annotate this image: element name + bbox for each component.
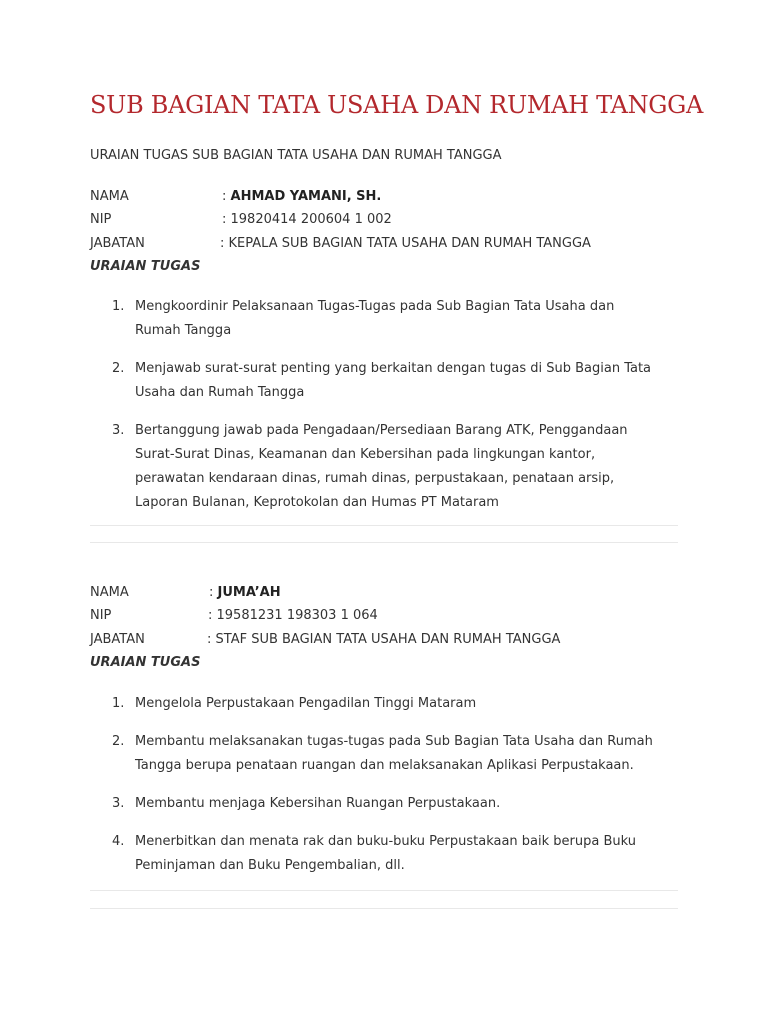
nama-value: : AHMAD YAMANI, SH.	[222, 189, 382, 204]
nama-value: : JUMA’AH	[209, 585, 281, 600]
list-item: 1. Mengkoordinir Pelaksanaan Tugas-Tugas pada Sub Bagian Tata Usaha dan Rumah Tangga	[112, 299, 615, 338]
tasks-heading: URAIAN TUGAS	[90, 655, 201, 670]
list-item: 2. Menjawab surat-surat penting yang berkaitan dengan tugas di Sub Bagian Tata Usaha dan Rumah Tangga	[112, 361, 652, 400]
jabatan-label: JABATAN	[90, 632, 145, 647]
nip-value: : 19581231 198303 1 064	[208, 608, 378, 623]
jabatan-label: JABATAN	[90, 236, 145, 251]
page-subtitle: URAIAN TUGAS SUB BAGIAN TATA USAHA DAN RUMAH TANGGA	[90, 148, 502, 163]
jabatan-value: : STAF SUB BAGIAN TATA USAHA DAN RUMAH TANGGA	[207, 632, 561, 647]
list-item: 2. Membantu melaksanakan tugas-tugas pada Sub Bagian Tata Usaha dan Rumah Tangga berupa penataan ruangan dan melaksanakan Aplikasi Perpustakaan.	[112, 734, 653, 773]
person2-task-list	[90, 692, 655, 878]
nip-label: NIP	[90, 608, 112, 623]
nama-name: JUMA’AH	[217, 585, 281, 600]
list-item: 4. Menerbitkan dan menata rak dan buku-buku Perpustakaan baik berupa Buku Peminjaman dan Buku Pengembalian, dll.	[112, 834, 637, 873]
list-item: 3. Bertanggung jawab pada Pengadaan/Persediaan Barang ATK, Penggandaan Surat-Surat Dinas, Keamanan dan Kebersihan pada lingkungan kantor, perawatan kendaraan dinas, rumah dinas, perpustakaan, penataan arsip, Laporan Bulanan, Keprotokolan dan Humas PT Mataram	[112, 423, 628, 510]
list-item: 3. Membantu menjaga Kebersihan Ruangan Perpustakaan.	[112, 796, 501, 811]
nama-label: NAMA	[90, 189, 129, 204]
nama-name: AHMAD YAMANI, SH.	[230, 189, 382, 204]
divider	[90, 525, 678, 526]
list-item: 1. Mengelola Perpustakaan Pengadilan Tinggi Mataram	[112, 696, 477, 711]
nip-value: : 19820414 200604 1 002	[222, 212, 392, 227]
jabatan-value: : KEPALA SUB BAGIAN TATA USAHA DAN RUMAH TANGGA	[220, 236, 591, 251]
page-title: SUB BAGIAN TATA USAHA DAN RUMAH TANGGA	[90, 91, 704, 119]
nip-label: NIP	[90, 212, 112, 227]
nama-label: NAMA	[90, 585, 129, 600]
divider	[90, 908, 678, 909]
person1-task-list	[90, 295, 655, 515]
divider	[90, 542, 678, 543]
divider	[90, 890, 678, 891]
tasks-heading: URAIAN TUGAS	[90, 259, 201, 274]
